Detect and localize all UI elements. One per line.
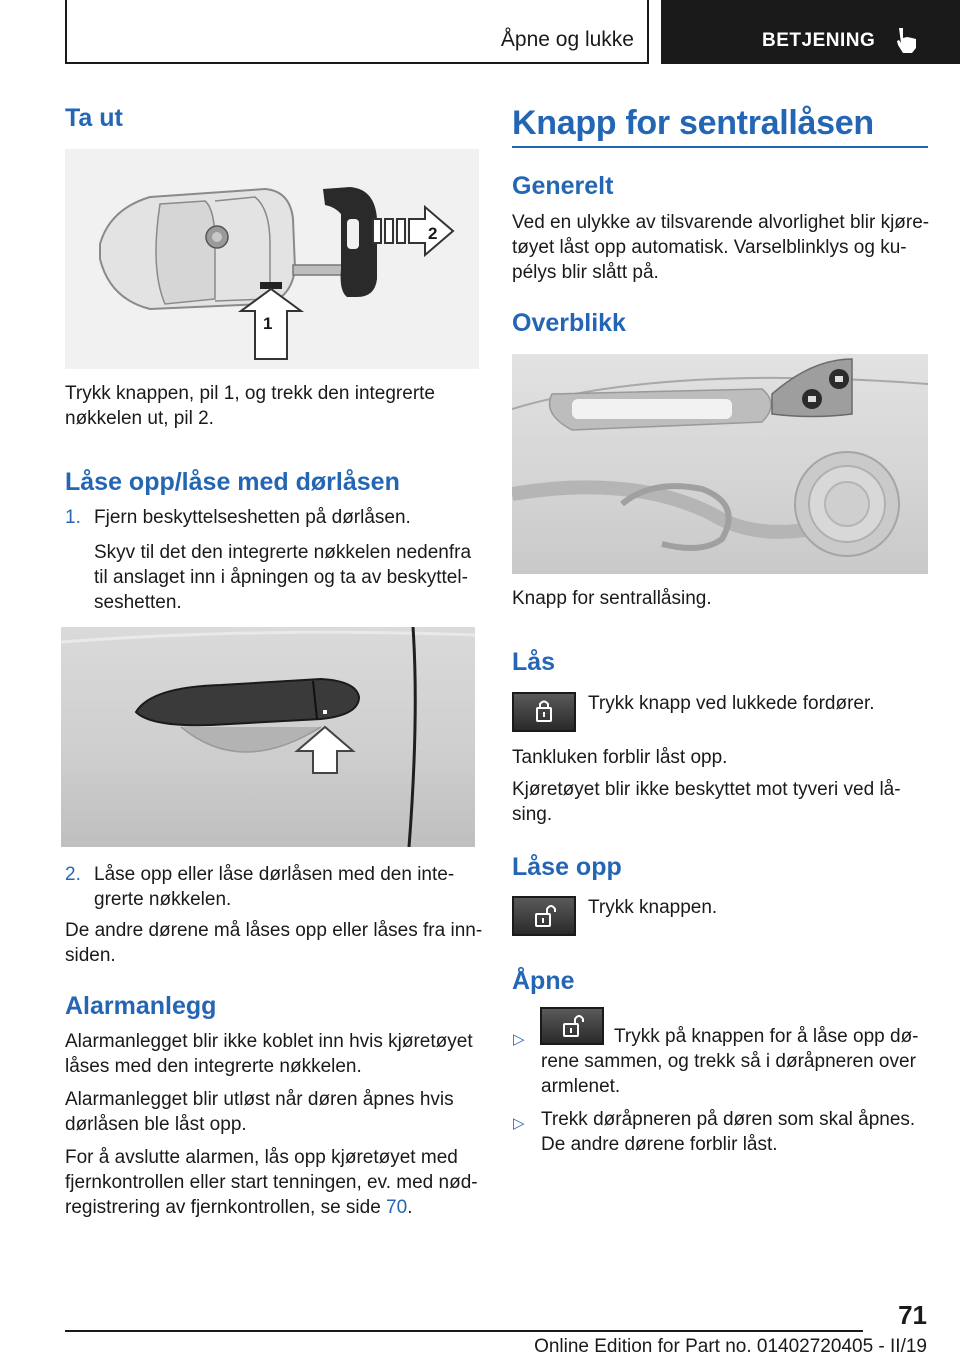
alarm-p3-line3-end: . bbox=[407, 1197, 413, 1218]
alarm-p3-line3 bbox=[65, 1195, 412, 1220]
note-line2: siden. bbox=[65, 945, 116, 966]
alarm-p3-line2: fjernkontrollen eller start tenningen, ev. med nød- bbox=[65, 1172, 478, 1193]
lock-open-icon bbox=[542, 1009, 602, 1043]
bullet-2-icon: ▷ bbox=[513, 1115, 525, 1132]
note-line1: De andre dørene må låses opp eller låses fra inn- bbox=[65, 920, 483, 941]
door-handle-illustration bbox=[61, 627, 475, 847]
apne-b1-line3: armlenet. bbox=[541, 1076, 621, 1097]
caption-overblikk: Knapp for sentrallåsing. bbox=[512, 588, 712, 609]
step-1b-line1: Skyv til det den integrerte nøkkelen nedenfra bbox=[94, 542, 472, 563]
header-chapter-title: BETJENING bbox=[762, 30, 876, 51]
alarm-p2-line1: Alarmanlegget blir utløst når døren åpnes hvis bbox=[65, 1089, 454, 1110]
unlock-button[interactable] bbox=[512, 896, 576, 936]
generelt-line1: Ved en ulykke av tilsvarende alvorlighet blir kjøre- bbox=[512, 212, 930, 233]
alarm-p3-line1: For å avslutte alarmen, lås opp kjøretøyet med bbox=[65, 1147, 458, 1168]
alarm-p1-line2: låses med den integrerte nøkkelen. bbox=[65, 1056, 362, 1077]
step-2-line1: Låse opp eller låse dørlåsen med den inte- bbox=[94, 864, 455, 885]
step-1b-line3: seshetten. bbox=[94, 592, 182, 613]
generelt-line2: tøyet låst opp automatisk. Varselblinklys og ku- bbox=[512, 237, 907, 258]
alarm-p2-line2: dørlåsen ble låst opp. bbox=[65, 1114, 247, 1135]
hand-pointer-icon bbox=[894, 26, 920, 54]
lock-button[interactable] bbox=[512, 692, 576, 732]
arrow-2-label: 2 bbox=[428, 224, 438, 243]
step-1-number: 1. bbox=[65, 507, 81, 528]
page-ref-link[interactable]: 70 bbox=[386, 1197, 408, 1218]
title-rule bbox=[512, 146, 928, 148]
step-2-line2: grerte nøkkelen. bbox=[94, 889, 232, 910]
arrow-1-label: 1 bbox=[263, 314, 273, 333]
lock-open-icon bbox=[514, 898, 574, 934]
las-p1: Tankluken forblir låst opp. bbox=[512, 747, 728, 768]
step-2-number: 2. bbox=[65, 864, 81, 885]
heading-ta-ut: Ta ut bbox=[65, 104, 123, 132]
lase-opp-text: Trykk knappen. bbox=[588, 897, 718, 918]
unlock-button-inline[interactable] bbox=[540, 1007, 604, 1045]
footer-edition: Online Edition for Part no. 01402720405 - II/19 bbox=[534, 1336, 927, 1357]
page-title: Knapp for sentrallåsen bbox=[512, 104, 874, 142]
footer-rule bbox=[65, 1330, 863, 1332]
caption-ta-ut-line1: Trykk knappen, pil 1, og trekk den integrerte bbox=[65, 383, 435, 404]
caption-ta-ut-line2: nøkkelen ut, pil 2. bbox=[65, 408, 214, 429]
alarm-p1-line1: Alarmanlegget blir ikke koblet inn hvis kjøretøyet bbox=[65, 1031, 473, 1052]
generelt-line3: pélys blir slått på. bbox=[512, 262, 659, 283]
heading-alarmanlegg: Alarmanlegg bbox=[65, 992, 217, 1020]
alarm-p3-line3-text: registrering av fjernkontrollen, se side bbox=[65, 1197, 387, 1218]
header-section-title: Åpne og lukke bbox=[500, 28, 634, 51]
lock-closed-icon bbox=[514, 694, 574, 730]
heading-overblikk: Overblikk bbox=[512, 309, 626, 337]
heading-lase-opp: Låse opp bbox=[512, 853, 622, 881]
step-1-text: Fjern beskyttelseshetten på dørlåsen. bbox=[94, 507, 411, 528]
las-p2-line2: sing. bbox=[512, 804, 553, 825]
apne-b1-line1: Trykk på knappen for å låse opp dø- bbox=[614, 1026, 919, 1047]
heading-generelt: Generelt bbox=[512, 172, 614, 200]
bullet-1-icon: ▷ bbox=[513, 1031, 525, 1048]
las-text: Trykk knapp ved lukkede fordører. bbox=[588, 693, 875, 714]
heading-apne: Åpne bbox=[512, 967, 575, 995]
door-interior-illustration bbox=[512, 354, 928, 574]
key-fob-illustration bbox=[65, 149, 479, 369]
apne-b2-line2: De andre dørene forblir låst. bbox=[541, 1134, 778, 1155]
apne-b2-line1: Trekk døråpneren på døren som skal åpnes. bbox=[541, 1109, 916, 1130]
apne-b1-line2: rene sammen, og trekk så i døråpneren over bbox=[541, 1051, 916, 1072]
heading-las: Lås bbox=[512, 648, 556, 676]
heading-lase-dorlasen: Låse opp/låse med dørlåsen bbox=[65, 468, 400, 496]
las-p2-line1: Kjøretøyet blir ikke beskyttet mot tyveri ved lå- bbox=[512, 779, 901, 800]
step-1b-line2: til anslaget inn i åpningen og ta av beskyttel- bbox=[94, 567, 468, 588]
page-number: 71 bbox=[898, 1300, 927, 1330]
